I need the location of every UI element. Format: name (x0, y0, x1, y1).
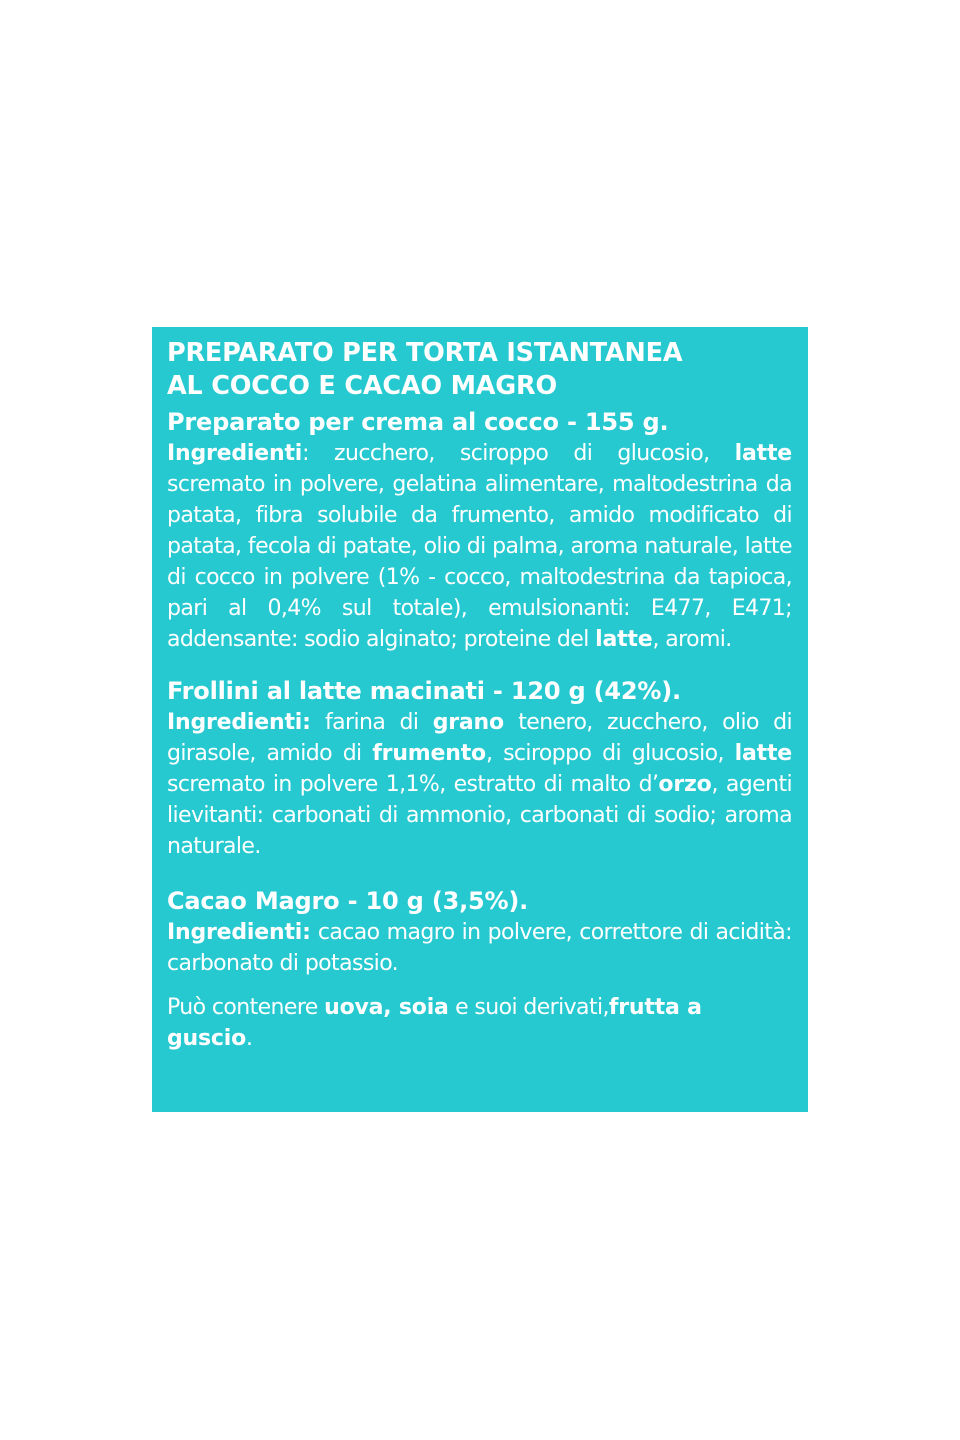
section-text-biscuits (167, 707, 792, 862)
allergen-highlight: orzo (658, 772, 712, 797)
allergen-highlight: frutta a guscio (167, 995, 702, 1051)
section-heading-cocoa: Cacao Magro - 10 g (3,5%). (167, 887, 529, 915)
allergen-warning (167, 992, 792, 1054)
product-title (167, 337, 792, 403)
allergen-highlight: latte (595, 627, 653, 652)
ingredients-label: Ingredienti: (167, 920, 311, 945)
ingredients-label: Ingredienti: (167, 710, 311, 735)
text-fragment: farina di (310, 710, 433, 735)
text-fragment: , sciroppo di glucosio, (485, 741, 735, 766)
allergen-highlight: grano (432, 710, 504, 735)
ingredients-label: Ingredienti (167, 441, 303, 466)
text-fragment: cacao magro in polvere, correttore di acidità: carbonato di potassio. (167, 920, 792, 976)
text-fragment: Può contenere (167, 995, 325, 1020)
text-fragment: . (246, 1026, 253, 1051)
allergen-highlight: frumento (372, 741, 486, 766)
allergen-highlight: latte (734, 741, 792, 766)
title-line-1: PREPARATO PER TORTA ISTANTANEA (167, 338, 683, 368)
allergen-highlight: uova, soia (324, 995, 449, 1020)
ingredients-label-panel (152, 327, 808, 1112)
text-fragment: , agenti lievitanti: carbonati di ammonio, carbonati di sodio; aroma naturale. (167, 772, 792, 859)
title-line-2: AL COCCO E CACAO MAGRO (167, 371, 557, 401)
text-fragment: , aromi. (652, 627, 732, 652)
text-fragment: scremato in polvere 1,1%, estratto di malto d’ (167, 772, 659, 797)
text-fragment: : zucchero, sciroppo di glucosio, (302, 441, 735, 466)
text-fragment: tenero, zucchero, olio di girasole, amido di (167, 710, 792, 766)
text-fragment: e suoi derivati, (448, 995, 609, 1020)
section-text-cream (167, 438, 792, 655)
allergen-highlight: latte (734, 441, 792, 466)
text-fragment: scremato in polvere, gelatina alimentare, maltodestrina da patata, fibra solubile da frumento, amido modificato di patata, fecola di patate, olio di palma, aroma naturale, latte di cocco in polvere (1% - cocco, maltodestrina da tapioca, pari al 0,4% sul totale), emulsionanti: E477, E471; addensante: sodio alginato; proteine del (167, 472, 792, 652)
section-heading-cream: Preparato per crema al cocco - 155 g. (167, 408, 669, 436)
section-heading-biscuits: Frollini al latte macinati - 120 g (42%). (167, 677, 681, 705)
section-text-cocoa (167, 917, 792, 979)
